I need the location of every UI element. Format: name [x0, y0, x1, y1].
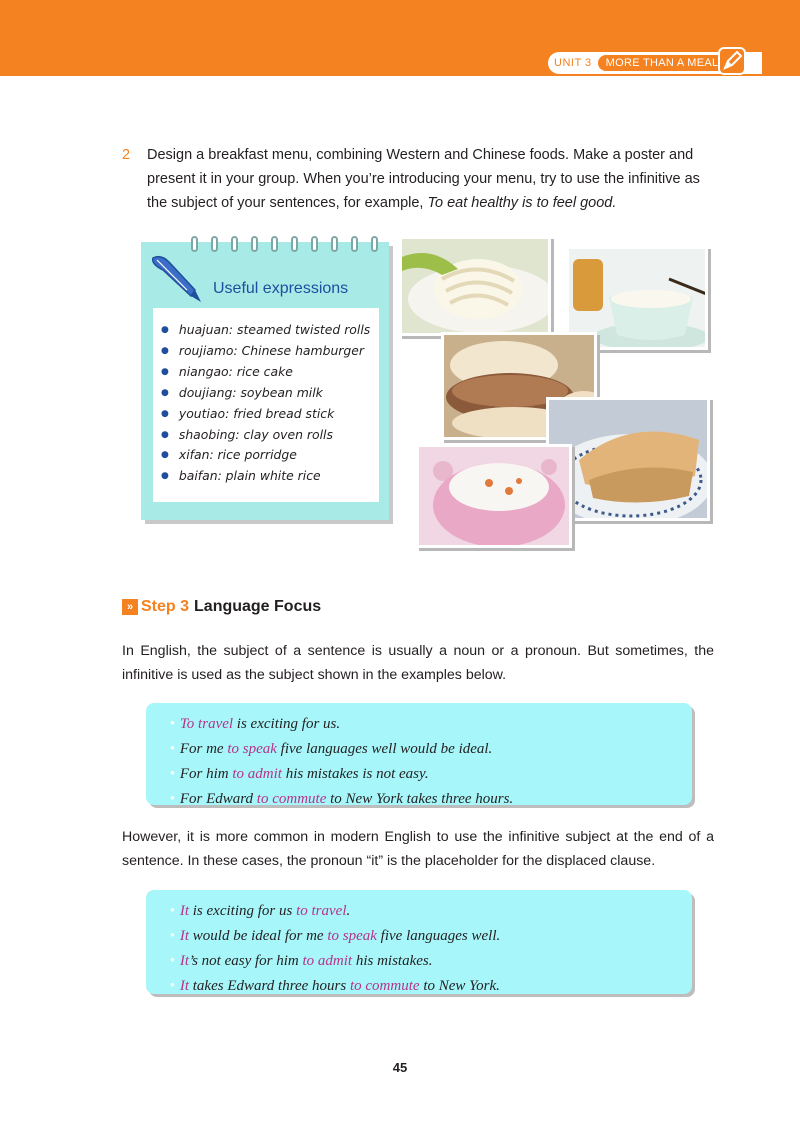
- examples-box-2: [146, 890, 692, 994]
- task-number: 2: [122, 147, 131, 163]
- expression-item: ● baifan: plain white rice: [161, 466, 379, 487]
- ring-icon: [331, 236, 338, 252]
- double-chevron-icon: »: [122, 599, 138, 615]
- expression-item: ● xifan: rice porridge: [161, 445, 379, 466]
- example-sentence: ● For me to speak five languages well would be ideal.: [170, 736, 692, 761]
- task-text: [147, 143, 722, 215]
- page-number: 45: [392, 1060, 408, 1075]
- ring-icon: [231, 236, 238, 252]
- example-sentence: ● It is exciting for us to travel.: [170, 898, 692, 923]
- unit-label: UNIT 3: [554, 57, 592, 69]
- step-number: Step 3: [141, 598, 190, 615]
- expression-item: ● niangao: rice cake: [161, 362, 379, 383]
- ring-icon: [351, 236, 358, 252]
- task-example: To eat healthy is to feel good.: [427, 195, 617, 211]
- expression-item: ● shaobing: clay oven rolls: [161, 425, 379, 446]
- task-2: [122, 143, 722, 215]
- however-paragraph: However, it is more common in modern English to use the infinitive subject at the end of a sentence. In these cases, the pronoun “it” is the placeholder for the displaced clause.: [122, 829, 714, 869]
- ring-icon: [191, 236, 198, 252]
- example-sentence: ● To travel is exciting for us.: [170, 711, 692, 736]
- example-sentence: ● For him to admit his mistakes is not easy.: [170, 761, 692, 786]
- pen-icon: [147, 252, 203, 304]
- expression-item: ● huajuan: steamed twisted rolls: [161, 320, 379, 341]
- expression-item: ● roujiamo: Chinese hamburger: [161, 341, 379, 362]
- example-sentence: ● For Edward to commute to New York takes three hours.: [170, 786, 692, 811]
- ring-icon: [291, 236, 298, 252]
- ring-icon: [251, 236, 258, 252]
- examples-box-1: [146, 703, 692, 805]
- expressions-title: Useful expressions: [213, 280, 349, 297]
- photo-huajuan: [399, 236, 551, 336]
- intro-paragraph: In English, the subject of a sentence is usually a noun or a pronoun. But sometimes, the infinitive is used as the subject shown in the examples below.: [122, 643, 714, 683]
- ring-icon: [311, 236, 318, 252]
- useful-expressions-card: [141, 242, 389, 520]
- unit-title: MORE THAN A MEAL: [598, 55, 727, 71]
- step-title: Language Focus: [194, 598, 322, 615]
- photo-xifan: [416, 444, 572, 548]
- expression-item: ● doujiang: soybean milk: [161, 383, 379, 404]
- example-sentence: ● It would be ideal for me to speak five languages well.: [170, 923, 692, 948]
- step-heading: [122, 598, 321, 616]
- expressions-list: [153, 308, 379, 502]
- pen-icon: [718, 47, 746, 75]
- expression-item: ● youtiao: fried bread stick: [161, 404, 379, 425]
- task-instruction: Design a breakfast menu, combining Western and Chinese foods. Make a poster and present it in your group. When you’re introducing your menu, try to use the infinitive as the subject of your sentences, for example,: [147, 147, 700, 211]
- example-sentence: ● It’s not easy for him to admit his mistakes.: [170, 948, 692, 973]
- ring-icon: [271, 236, 278, 252]
- ring-icon: [371, 236, 378, 252]
- example-sentence: ● It takes Edward three hours to commute to New York.: [170, 973, 692, 998]
- ring-icon: [211, 236, 218, 252]
